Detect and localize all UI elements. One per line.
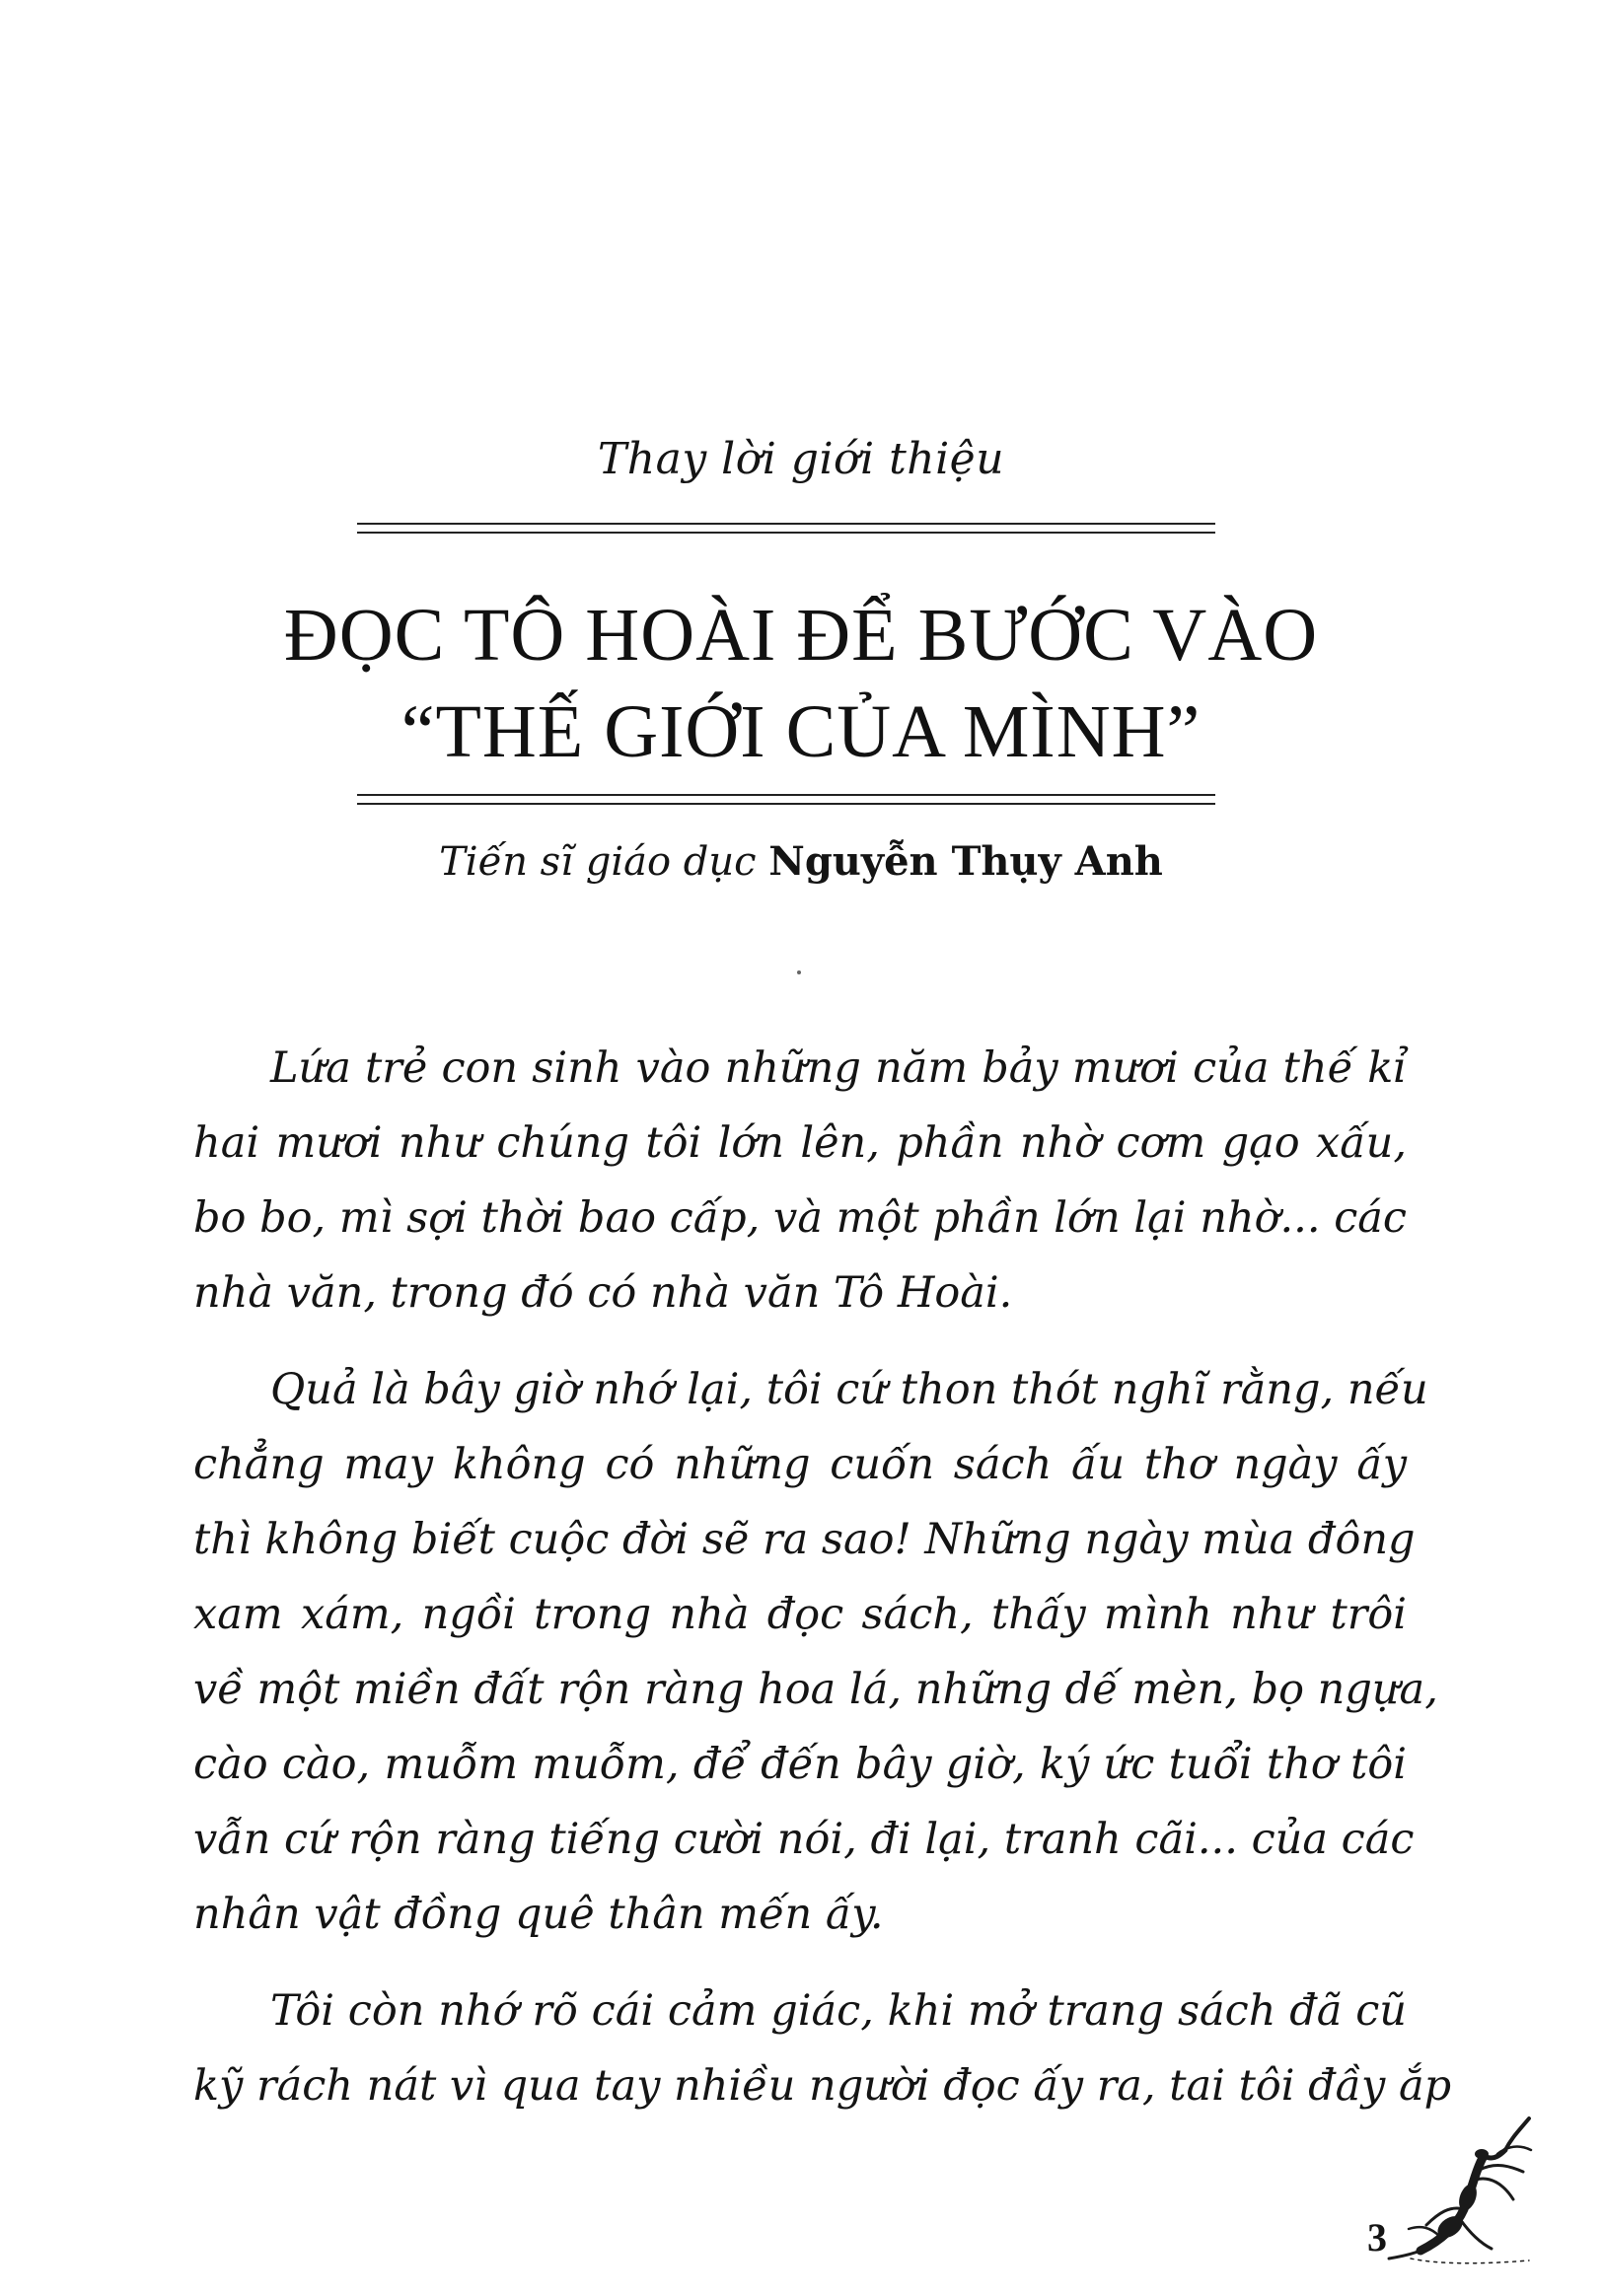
- text-line: nhân vật đồng quê thân mến ấy.: [193, 1890, 884, 1939]
- text-line: thì không biết cuộc đời sẽ ra sao! Những ngày mùa đông: [193, 1515, 1416, 1564]
- author-name: Nguyễn Thụy Anh: [768, 838, 1163, 885]
- text-line: hai mươi như chúng tôi lớn lên, phần nhờ cơm gạo xấu,: [193, 1118, 1407, 1168]
- text-line: bo bo, mì sợi thời bao cấp, và một phần lớn lại nhờ... các: [193, 1193, 1407, 1243]
- text-line: Tôi còn nhớ rõ cái cảm giác, khi mở trang sách đã cũ: [270, 1986, 1407, 2036]
- stray-dot: [797, 970, 801, 974]
- paragraph-2: [193, 1352, 1438, 1952]
- double-rule-bottom: [357, 794, 1215, 808]
- body-text: [193, 1031, 1452, 2145]
- text-line: cào cào, muỗm muỗm, để đến bây giờ, ký ức tuổi thơ tôi: [193, 1740, 1407, 1789]
- text-line: Quả là bây giờ nhớ lại, tôi cứ thon thót nghĩ rằng, nếu: [270, 1365, 1428, 1414]
- page-number: 3: [1367, 2215, 1387, 2260]
- text-line: vẫn cứ rộn ràng tiếng cười nói, đi lại, tranh cãi... của các: [193, 1815, 1415, 1864]
- text-line: về một miền đất rộn ràng hoa lá, những dế mèn, bọ ngựa,: [193, 1665, 1438, 1714]
- chapter-title-line-1: ĐỌC TÔ HOÀI ĐỂ BƯỚC VÀO: [283, 594, 1319, 677]
- paragraph-3: [193, 1973, 1452, 2123]
- chapter-title: [0, 587, 1602, 780]
- text-line: xam xám, ngồi trong nhà đọc sách, thấy mình như trôi: [193, 1590, 1407, 1639]
- paragraph-1: [193, 1031, 1407, 1330]
- section-subtitle: Thay lời giới thiệu: [597, 434, 1005, 484]
- text-line: Lứa trẻ con sinh vào những năm bảy mươi của thế kỉ: [270, 1043, 1407, 1093]
- chapter-title-line-2: “THẾ GIỚI CỦA MÌNH”: [400, 690, 1202, 773]
- text-line: kỹ rách nát vì qua tay nhiều người đọc ấy ra, tai tôi đầy ắp: [193, 2061, 1452, 2111]
- double-rule-top: [357, 523, 1215, 537]
- text-line: chẳng may không có những cuốn sách ấu thơ ngày ấy: [193, 1440, 1407, 1489]
- author-role: Tiến sĩ giáo dục: [439, 839, 757, 885]
- praying-mantis-icon: [1381, 2111, 1549, 2268]
- text-line: nhà văn, trong đó có nhà văn Tô Hoài.: [193, 1268, 1013, 1318]
- author-byline: [0, 838, 1602, 885]
